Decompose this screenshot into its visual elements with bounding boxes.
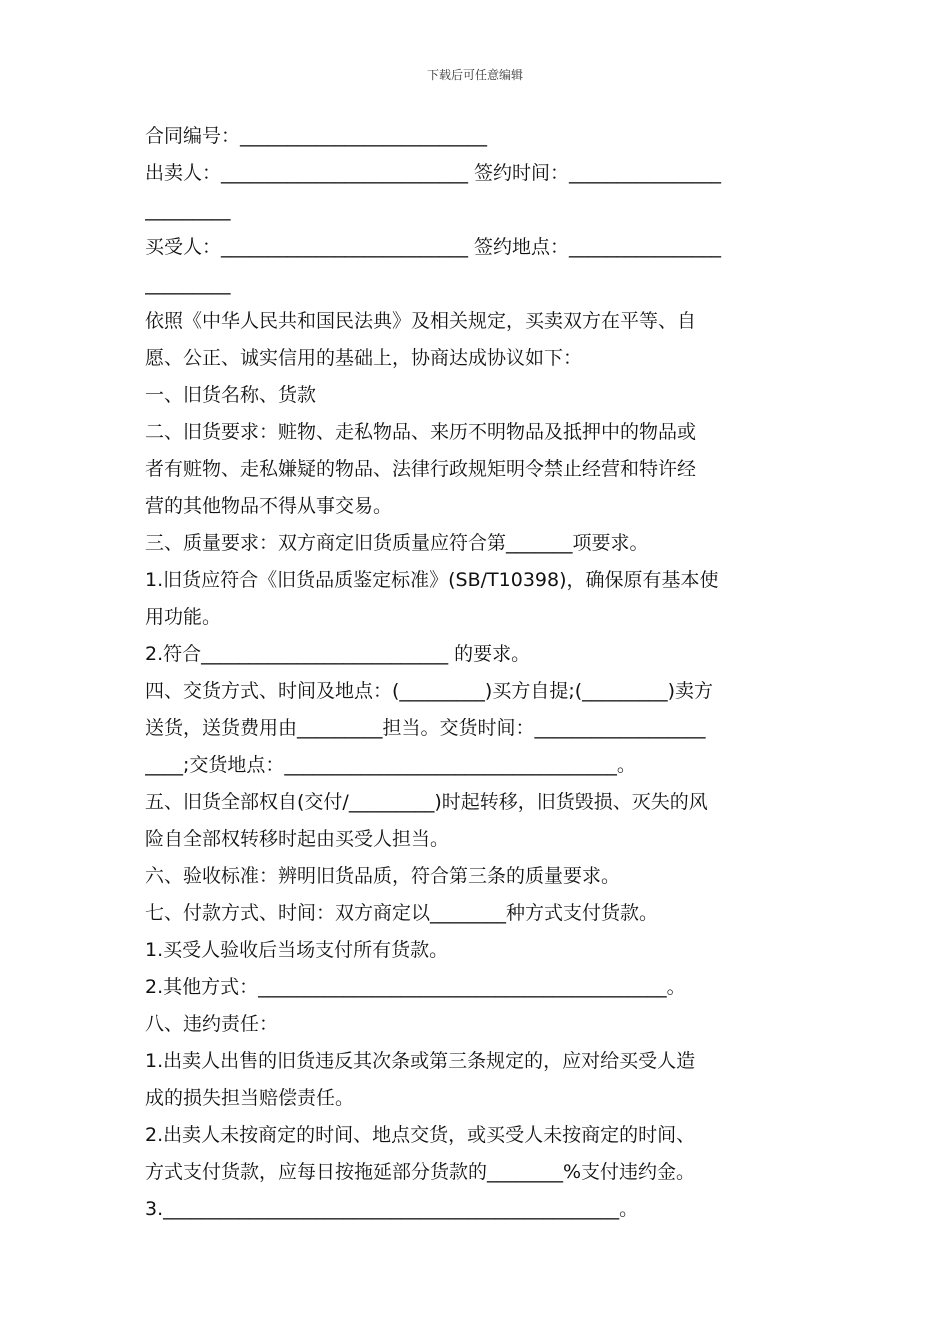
clause-8-item-2: 方式支付货款，应每日按拖延部分货款的________%支付违约金。 xyxy=(145,1161,696,1183)
contract-body xyxy=(145,118,810,1228)
clause-8-item-1: 1.出卖人出售的旧货违反其次条或第三条规定的，应对给买受人造 xyxy=(145,1050,696,1072)
clause-4-line: 四、交货方式、时间及地点：(_________)买方自提;(_________)卖方 xyxy=(145,680,714,702)
preamble-line: 愿、公正、诚实信用的基础上，协商达成协议如下： xyxy=(145,347,583,369)
preamble-line: 依照《中华人民共和国民法典》及相关规定，买卖双方在平等、自 xyxy=(145,310,697,332)
clause-6-line: 六、验收标准：辨明旧货品质，符合第三条的质量要求。 xyxy=(145,865,621,887)
contract-number-line: 合同编号：__________________________ xyxy=(145,125,488,147)
clause-8-item-2: 2.出卖人未按商定的时间、地点交货，或买受人未按商定的时间、 xyxy=(145,1124,696,1146)
clause-2-line: 营的其他物品不得从事交易。 xyxy=(145,495,393,517)
clause-8-heading: 八、违约责任： xyxy=(145,1013,279,1035)
clause-3-item-1: 用功能。 xyxy=(145,606,222,628)
seller-line: 出卖人：__________________________ 签约时间：________________ xyxy=(145,162,722,184)
clause-5-line: 五、旧货全部权自(交付/_________)时起转移，旧货毁损、灭失的风 xyxy=(145,791,708,813)
clause-1-heading: 一、旧货名称、货款 xyxy=(145,384,317,406)
header-note: 下载后可任意编辑 xyxy=(426,68,523,82)
clause-4-line: 送货，送货费用由_________担当。交货时间：__________________ xyxy=(145,717,706,739)
clause-4-line: ____;交货地点：___________________________________。 xyxy=(145,754,636,776)
clause-3-line: 三、质量要求：双方商定旧货质量应符合第_______项要求。 xyxy=(145,532,649,554)
clause-7-line: 七、付款方式、时间：双方商定以________种方式支付货款。 xyxy=(145,902,659,924)
clause-3-item-1: 1.旧货应符合《旧货品质鉴定标准》(SB/T10398)，确保原有基本使 xyxy=(145,569,719,591)
clause-7-item-1: 1.买受人验收后当场支付所有货款。 xyxy=(145,939,449,961)
clause-8-item-3: 3.________________________________________________。 xyxy=(145,1198,639,1220)
clause-2-line: 者有赃物、走私嫌疑的物品、法律行政规矩明令禁止经营和特许经 xyxy=(145,458,697,480)
buyer-line: 买受人：__________________________ 签约地点：________________ xyxy=(145,236,722,258)
clause-2-line: 二、旧货要求：赃物、走私物品、来历不明物品及抵押中的物品或 xyxy=(145,421,697,443)
seller-line-continued: _________ xyxy=(145,199,231,221)
clause-8-item-1: 成的损失担当赔偿责任。 xyxy=(145,1087,355,1109)
clause-7-item-2: 2.其他方式：___________________________________________。 xyxy=(145,976,686,998)
clause-3-item-2: 2.符合__________________________ 的要求。 xyxy=(145,643,531,665)
clause-5-line: 险自全部权转移时起由买受人担当。 xyxy=(145,828,450,850)
buyer-line-continued: _________ xyxy=(145,273,231,295)
